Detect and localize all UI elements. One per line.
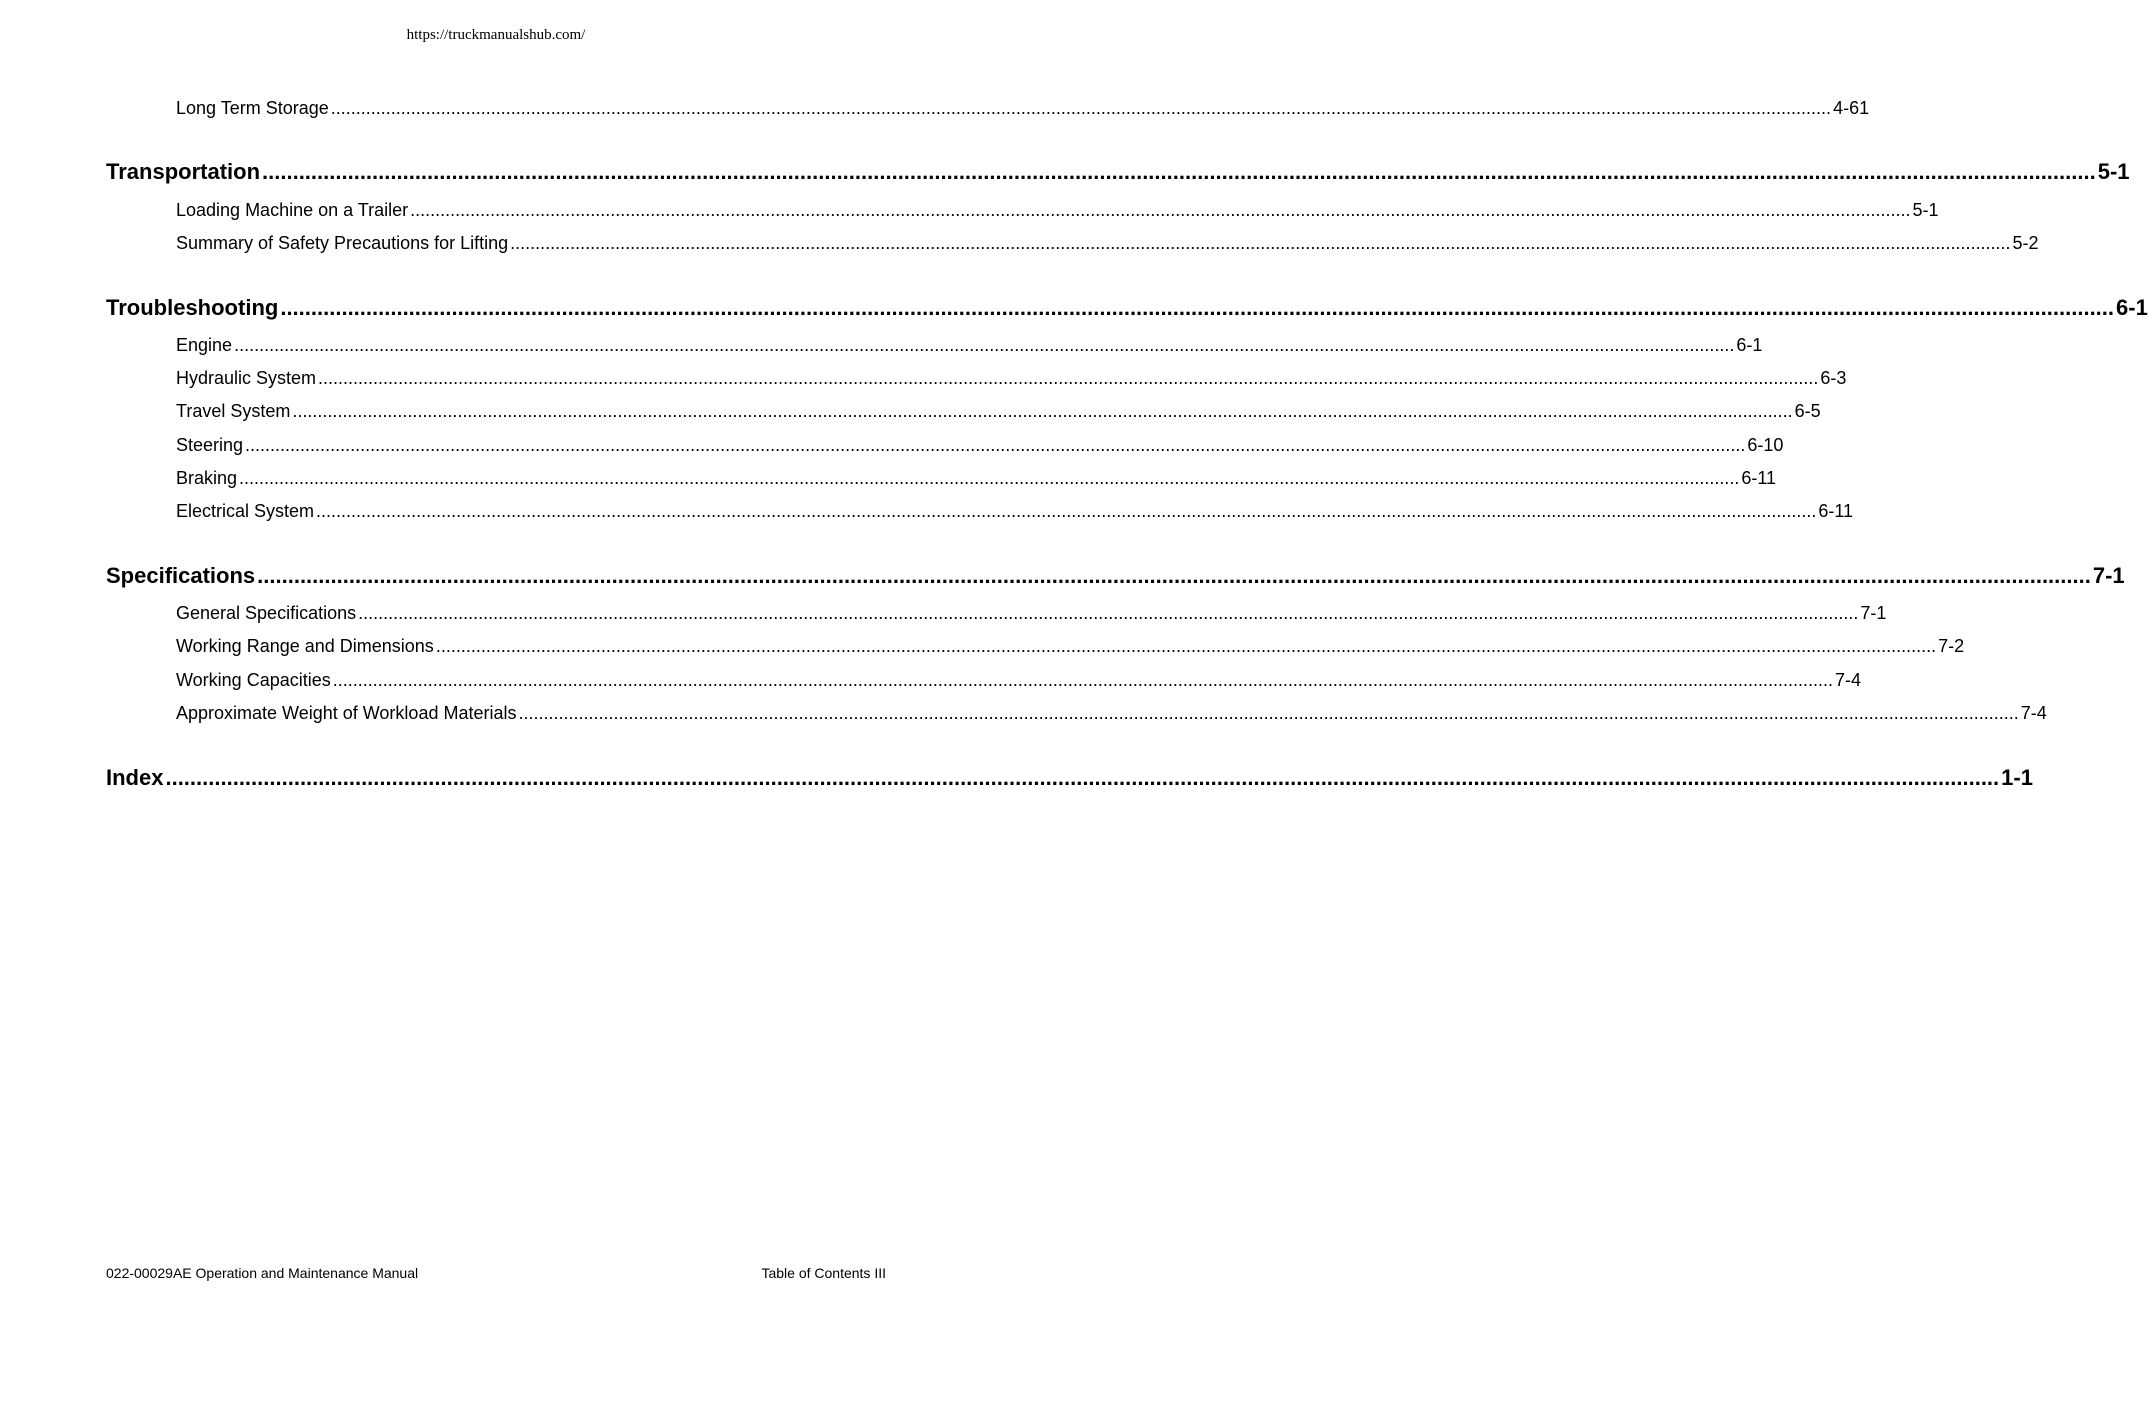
toc-entry-page: 6-11 — [1741, 468, 1777, 488]
dot-leader: ............................................................................................................................................................................................................................................................................................................ — [435, 636, 1937, 656]
toc-entry-working-capacities[interactable] — [176, 669, 1862, 691]
toc-entry-label: Steering — [176, 435, 244, 455]
toc-entry-electrical-system[interactable] — [176, 500, 1854, 522]
toc-section-index[interactable] — [106, 764, 2033, 792]
toc-entry-hydraulic-system[interactable] — [176, 367, 1847, 389]
toc-entry-page: 7-2 — [1938, 636, 1965, 656]
toc-entry-page: 7-4 — [2020, 703, 2047, 723]
dot-leader: ............................................................................................................................................................................................................................................................................................................ — [245, 435, 1746, 455]
toc-entry-long-term-storage[interactable] — [176, 97, 1870, 119]
footer-section-title: Table of Contents III — [761, 1265, 886, 1281]
dot-leader: ............................................................................................................................................................................................................................................................................................................ — [262, 159, 2096, 184]
toc-section-page: 1-1 — [2001, 765, 2033, 790]
toc-section-page: 7-1 — [2092, 563, 2125, 588]
toc-entry-label: Loading Machine on a Trailer — [176, 200, 409, 220]
dot-leader: ............................................................................................................................................................................................................................................................................................................ — [239, 468, 1740, 488]
toc-entry-page: 5-1 — [1912, 200, 1939, 220]
toc-entry-page: 5-2 — [2012, 233, 2039, 253]
toc-entry-steering[interactable] — [176, 434, 1784, 456]
toc-entry-label: Braking — [176, 468, 238, 488]
toc-section-page: 5-1 — [2097, 159, 2130, 184]
toc-entry-page: 6-11 — [1818, 501, 1854, 521]
toc-section-label: Index — [106, 765, 164, 790]
toc-entry-page: 7-4 — [1835, 670, 1862, 690]
toc-section-transportation[interactable] — [106, 158, 2130, 186]
toc-section-label: Transportation — [106, 159, 261, 184]
toc-entry-safety-precautions-lifting[interactable] — [176, 232, 2039, 254]
toc-entry-general-specifications[interactable] — [176, 602, 1887, 624]
toc-section-label: Specifications — [106, 563, 256, 588]
toc-entry-label: Electrical System — [176, 501, 315, 521]
toc-section-page: 6-1 — [2116, 295, 2148, 320]
dot-leader: ............................................................................................................................................................................................................................................................................................................ — [280, 295, 2115, 320]
toc-section-label: Troubleshooting — [106, 295, 279, 320]
toc-entry-label: General Specifications — [176, 603, 357, 623]
toc-entry-approximate-weight[interactable] — [176, 702, 2047, 724]
dot-leader: ............................................................................................................................................................................................................................................................................................................ — [318, 368, 1819, 388]
toc-entry-label: Working Capacities — [176, 670, 331, 690]
dot-leader: ............................................................................................................................................................................................................................................................................................................ — [510, 233, 2011, 253]
toc-entry-page: 4-61 — [1833, 98, 1870, 118]
toc-entry-page: 6-10 — [1747, 435, 1784, 455]
dot-leader: ............................................................................................................................................................................................................................................................................................................ — [234, 335, 1735, 355]
dot-leader: ............................................................................................................................................................................................................................................................................................................ — [410, 200, 1911, 220]
toc-section-specifications[interactable] — [106, 562, 2125, 590]
dot-leader: ............................................................................................................................................................................................................................................................................................................ — [330, 98, 1832, 118]
toc-entry-travel-system[interactable] — [176, 400, 1821, 422]
toc-entry-label: Working Range and Dimensions — [176, 636, 434, 656]
toc-entry-label: Hydraulic System — [176, 368, 317, 388]
toc-entry-engine[interactable] — [176, 334, 1763, 356]
toc-entry-page: 6-5 — [1794, 401, 1821, 421]
footer-manual-title: 022-00029AE Operation and Maintenance Manual — [106, 1265, 419, 1281]
dot-leader: ............................................................................................................................................................................................................................................................................................................ — [518, 703, 2019, 723]
toc-entry-label: Approximate Weight of Workload Materials — [176, 703, 517, 723]
dot-leader: ............................................................................................................................................................................................................................................................................................................ — [165, 765, 2000, 790]
toc-entry-label: Long Term Storage — [176, 98, 329, 118]
toc-entry-label: Summary of Safety Precautions for Lifting — [176, 233, 509, 253]
toc-entry-working-range-dimensions[interactable] — [176, 635, 1965, 657]
dot-leader: ............................................................................................................................................................................................................................................................................................................ — [332, 670, 1834, 690]
dot-leader: ............................................................................................................................................................................................................................................................................................................ — [358, 603, 1859, 623]
toc-entry-braking[interactable] — [176, 467, 1777, 489]
toc-entry-loading-machine-on-a-trailer[interactable] — [176, 199, 1939, 221]
dot-leader: ............................................................................................................................................................................................................................................................................................................ — [292, 401, 1793, 421]
toc-entry-label: Engine — [176, 335, 233, 355]
dot-leader: ............................................................................................................................................................................................................................................................................................................ — [257, 563, 2091, 588]
toc-section-troubleshooting[interactable] — [106, 294, 2148, 322]
toc-entry-page: 7-1 — [1860, 603, 1887, 623]
toc-entry-label: Travel System — [176, 401, 291, 421]
dot-leader: ............................................................................................................................................................................................................................................................................................................ — [316, 501, 1817, 521]
toc-entry-page: 6-3 — [1820, 368, 1847, 388]
page-url: https://truckmanualshub.com/ — [406, 27, 586, 43]
toc-entry-page: 6-1 — [1736, 335, 1763, 355]
